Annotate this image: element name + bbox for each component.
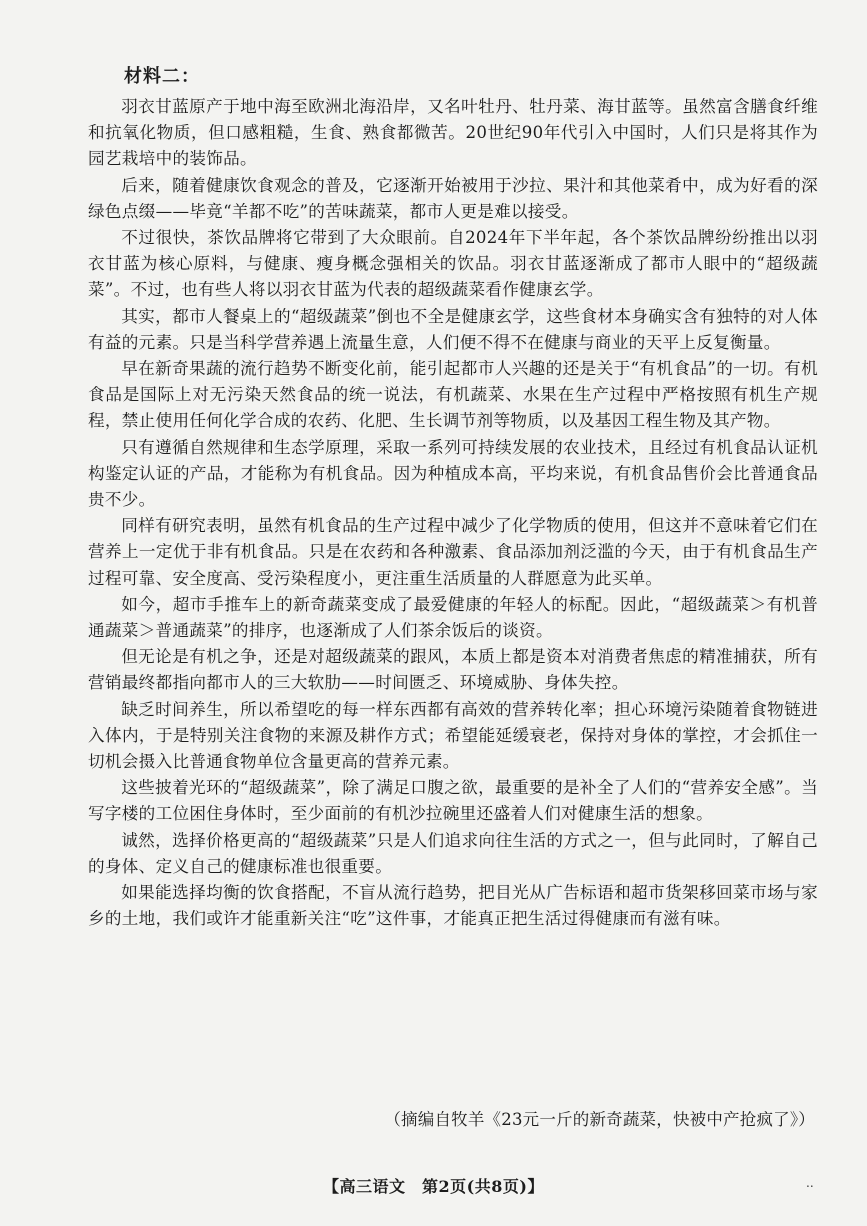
- source-citation: （摘编自牧羊《23元一斤的新奇蔬菜，快被中产抢疯了》）: [384, 1110, 815, 1129]
- paragraph: 但无论是有机之争，还是对超级蔬菜的跟风，本质上都是资本对消费者焦虑的精准捕获，所有营销最终都指向都市人的三大软肋——时间匮乏、环境威胁、身体失控。: [88, 647, 818, 693]
- paragraph: 如今，超市手推车上的新奇蔬菜变成了最爱健康的年轻人的标配。因此，“超级蔬菜＞有机普通蔬菜＞普通蔬菜”的排序，也逐渐成了人们茶余饭后的谈资。: [88, 594, 818, 641]
- paragraph: 只有遵循自然规律和生态学原理，采取一系列可持续发展的农业技术，且经过有机食品认证机构鉴定认证的产品，才能称为有机食品。因为种植成本高，平均来说，有机食品售价会比普通食品贵不少。: [88, 437, 818, 510]
- paragraph: 同样有研究表明，虽然有机食品的生产过程中减少了化学物质的使用，但这并不意味着它们在营养上一定优于非有机食品。只是在农药和各种激素、食品添加剂泛滥的今天，由于有机食品生产过程可靠、安全度高、受污染程度小，更注重生活质量的人群愿意为此买单。: [88, 516, 818, 588]
- paragraph: 其实，都市人餐桌上的“超级蔬菜”倒也不全是健康玄学，这些食材本身确实含有独特的对人体有益的元素。只是当科学营养遇上流量生意，人们便不得不在健康与商业的天平上反复衡量。: [88, 306, 818, 352]
- paragraph: 缺乏时间养生，所以希望吃的每一样东西都有高效的营养转化率；担心环境污染随着食物链进入体内，于是特别关注食物的来源及耕作方式；希望能延缓衰老，保持对身体的掌控，才会抓住一切机会摄入比普通食物单位含量更高的营养元素。: [88, 699, 818, 772]
- paragraph: 后来，随着健康饮食观念的普及，它逐渐开始被用于沙拉、果汁和其他菜肴中，成为好看的深绿色点缀——毕竟“羊都不吃”的苦味蔬菜，都市人更是难以接受。: [88, 175, 818, 221]
- paragraph: 早在新奇果蔬的流行趋势不断变化前，能引起都市人兴趣的还是关于“有机食品”的一切。有机食品是国际上对无污染天然食品的统一说法，有机蔬菜、水果在生产过程中严格按照有机生产规程，禁止使用任何化学合成的农药、化肥、生长调节剂等物质，以及基因工程生物及其产物。: [88, 359, 818, 431]
- page-footer: 【高三语文 第2页(共8页)】: [323, 1177, 544, 1196]
- paragraph: 羽衣甘蓝原产于地中海至欧洲北海沿岸，又名叶牡丹、牡丹菜、海甘蓝等。虽然富含膳食纤维和抗氧化物质，但口感粗糙，生食、熟食都微苦。20世纪90年代引入中国时，人们只是将其作为园艺栽培中的装饰品。: [88, 97, 818, 169]
- article-body: [88, 94, 818, 933]
- paragraph: 诚然，选择价格更高的“超级蔬菜”只是人们追求向往生活的方式之一，但与此同时，了解自己的身体、定义自己的健康标准也很重要。: [88, 830, 818, 876]
- paragraph: 如果能选择均衡的饮食搭配，不盲从流行趋势，把目光从广告标语和超市货架移回菜市场与家乡的土地，我们或许才能重新关注“吃”这件事，才能真正把生活过得健康而有滋有味。: [88, 883, 818, 929]
- paragraph: 这些披着光环的“超级蔬菜”，除了满足口腹之欲，最重要的是补全了人们的“营养安全感”。当写字楼的工位困住身体时，至少面前的有机沙拉碗里还盛着人们对健康生活的想象。: [88, 778, 818, 824]
- material-heading: 材料二：: [124, 66, 200, 87]
- corner-mark: ..: [806, 1176, 814, 1190]
- paragraph: 不过很快，茶饮品牌将它带到了大众眼前。自2024年下半年起，各个茶饮品牌纷纷推出以羽衣甘蓝为核心原料，与健康、瘦身概念强相关的饮品。羽衣甘蓝逐渐成了都市人眼中的“超级蔬菜”。不过，也有些人将以羽衣甘蓝为代表的超级蔬菜看作健康玄学。: [88, 228, 818, 300]
